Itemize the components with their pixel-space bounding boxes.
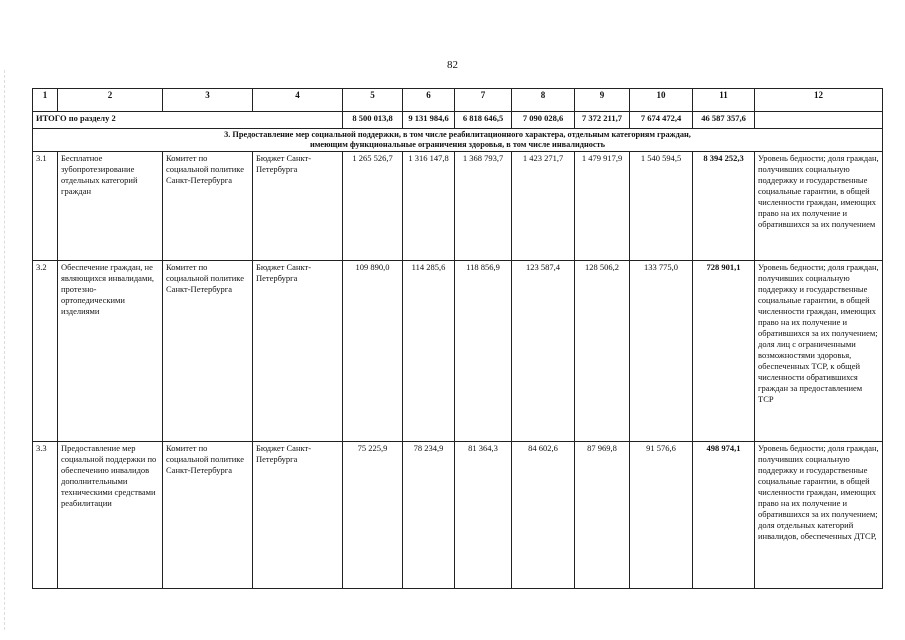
- total-value: 9 131 984,6: [403, 112, 455, 129]
- row-value: 91 576,6: [630, 442, 693, 589]
- row-indicator: Уровень бедности; доля граждан, получивших социальную поддержку и государственные социальные гарантии, в общей численности граждан, имеющих право на их получение и обратившихся за их получением; доля отдельных категорий инвалидов, обеспеченных ДТСР,: [755, 442, 883, 589]
- total-value: 8 500 013,8: [343, 112, 403, 129]
- row-value: 114 285,6: [403, 261, 455, 442]
- row-value: 75 225,9: [343, 442, 403, 589]
- program-table: [32, 88, 883, 589]
- header-cell: 6: [403, 89, 455, 112]
- row-number: 3.2: [33, 261, 58, 442]
- row-number: 3.1: [33, 152, 58, 261]
- total-row: [33, 112, 883, 129]
- row-value: 87 969,8: [575, 442, 630, 589]
- row-indicator: Уровень бедности; доля граждан, получивших социальную поддержку и государственные социальные гарантии, в общей численности граждан, имеющих право на их получение и обратившихся за их получением; доля лиц с ограниченными возможностями здоровья, обеспеченных ТСР, к общей численности обратившихся граждан за предоставлением ТСР: [755, 261, 883, 442]
- row-value: 109 890,0: [343, 261, 403, 442]
- row-executor: Комитет по социальной политике Санкт-Петербурга: [163, 442, 253, 589]
- row-number: 3.3: [33, 442, 58, 589]
- header-cell: 4: [253, 89, 343, 112]
- row-total: 498 974,1: [693, 442, 755, 589]
- row-value: 118 856,9: [455, 261, 512, 442]
- scan-edge-mark: [4, 70, 6, 630]
- total-value: 7 674 472,4: [630, 112, 693, 129]
- header-row: [33, 89, 883, 112]
- table-row: [33, 442, 883, 589]
- total-value: 7 372 211,7: [575, 112, 630, 129]
- section-heading-row: [33, 129, 883, 152]
- row-funding-source: Бюджет Санкт-Петербурга: [253, 442, 343, 589]
- header-cell: 11: [693, 89, 755, 112]
- row-value: 1 423 271,7: [512, 152, 575, 261]
- header-cell: 2: [58, 89, 163, 112]
- header-cell: 5: [343, 89, 403, 112]
- header-cell: 10: [630, 89, 693, 112]
- header-cell: 7: [455, 89, 512, 112]
- row-value: 81 364,3: [455, 442, 512, 589]
- total-value: 6 818 646,5: [455, 112, 512, 129]
- row-value: 1 265 526,7: [343, 152, 403, 261]
- row-executor: Комитет по социальной политике Санкт-Петербурга: [163, 152, 253, 261]
- section-heading: [33, 129, 883, 152]
- row-total: 728 901,1: [693, 261, 755, 442]
- total-value: 46 587 357,6: [693, 112, 755, 129]
- row-value: 123 587,4: [512, 261, 575, 442]
- row-total: 8 394 252,3: [693, 152, 755, 261]
- row-value: 1 540 594,5: [630, 152, 693, 261]
- header-cell: 3: [163, 89, 253, 112]
- total-label: ИТОГО по разделу 2: [33, 112, 343, 129]
- row-funding-source: Бюджет Санкт-Петербурга: [253, 152, 343, 261]
- page-number: 82: [447, 59, 458, 71]
- row-value: 133 775,0: [630, 261, 693, 442]
- row-value: 1 479 917,9: [575, 152, 630, 261]
- header-cell: 9: [575, 89, 630, 112]
- row-value: 78 234,9: [403, 442, 455, 589]
- row-value: 1 368 793,7: [455, 152, 512, 261]
- row-measure-name: Обеспечение граждан, не являющихся инвалидами, протезно-ортопедическими изделиями: [58, 261, 163, 442]
- section-heading-line: 3. Предоставление мер социальной поддержки, в том числе реабилитационного характера, отдельным категориям граждан,: [224, 130, 691, 139]
- header-cell: 1: [33, 89, 58, 112]
- header-cell: 8: [512, 89, 575, 112]
- row-indicator: Уровень бедности; доля граждан, получивших социальную поддержку и государственные социальные гарантии, в общей численности граждан, имеющих право на их получение и обратившихся за их получением: [755, 152, 883, 261]
- row-funding-source: Бюджет Санкт-Петербурга: [253, 261, 343, 442]
- row-executor: Комитет по социальной политике Санкт-Петербурга: [163, 261, 253, 442]
- total-empty-cell: [755, 112, 883, 129]
- total-value: 7 090 028,6: [512, 112, 575, 129]
- section-heading-line: имеющим функциональные ограничения здоровья, в том числе инвалидность: [309, 140, 606, 149]
- table-row: [33, 261, 883, 442]
- row-measure-name: Бесплатное зубопротезирование отдельных категорий граждан: [58, 152, 163, 261]
- header-cell: 12: [755, 89, 883, 112]
- row-value: 1 316 147,8: [403, 152, 455, 261]
- table-row: [33, 152, 883, 261]
- row-value: 128 506,2: [575, 261, 630, 442]
- row-measure-name: Предоставление мер социальной поддержки по обеспечению инвалидов дополнительными техническими средствами реабилитации: [58, 442, 163, 589]
- row-value: 84 602,6: [512, 442, 575, 589]
